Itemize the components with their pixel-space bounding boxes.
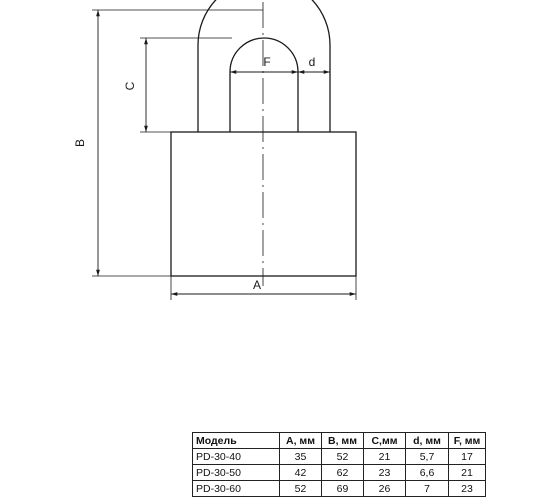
dimension-a-label: A bbox=[252, 278, 262, 292]
table-row bbox=[193, 465, 486, 481]
table-header-row bbox=[193, 433, 486, 449]
header-a: A, мм bbox=[280, 433, 322, 449]
cell-f: 17 bbox=[449, 449, 486, 465]
cell-b: 52 bbox=[322, 449, 364, 465]
cell-c: 21 bbox=[364, 449, 406, 465]
table-row bbox=[193, 449, 486, 465]
dimension-c-label: C bbox=[123, 81, 137, 91]
dimension-b-label: B bbox=[73, 138, 87, 148]
cell-a: 35 bbox=[280, 449, 322, 465]
cell-a: 52 bbox=[280, 481, 322, 497]
dimension-f-label: F bbox=[263, 55, 271, 69]
cell-d: 5,7 bbox=[406, 449, 449, 465]
cell-model: PD-30-60 bbox=[193, 481, 280, 497]
cell-model: PD-30-50 bbox=[193, 465, 280, 481]
cell-b: 62 bbox=[322, 465, 364, 481]
header-f: F, мм bbox=[449, 433, 486, 449]
shackle-inner bbox=[230, 38, 298, 132]
dimension-d-label: d bbox=[308, 55, 316, 69]
cell-model: PD-30-40 bbox=[193, 449, 280, 465]
cell-c: 23 bbox=[364, 465, 406, 481]
specifications-table bbox=[192, 432, 486, 497]
table-row bbox=[193, 481, 486, 497]
header-c: C,мм bbox=[364, 433, 406, 449]
cell-f: 21 bbox=[449, 465, 486, 481]
header-b: B, мм bbox=[322, 433, 364, 449]
cell-f: 23 bbox=[449, 481, 486, 497]
cell-a: 42 bbox=[280, 465, 322, 481]
cell-d: 6,6 bbox=[406, 465, 449, 481]
lock-body bbox=[171, 132, 356, 276]
header-model: Модель bbox=[193, 433, 280, 449]
cell-c: 26 bbox=[364, 481, 406, 497]
header-d: d, мм bbox=[406, 433, 449, 449]
cell-d: 7 bbox=[406, 481, 449, 497]
cell-b: 69 bbox=[322, 481, 364, 497]
